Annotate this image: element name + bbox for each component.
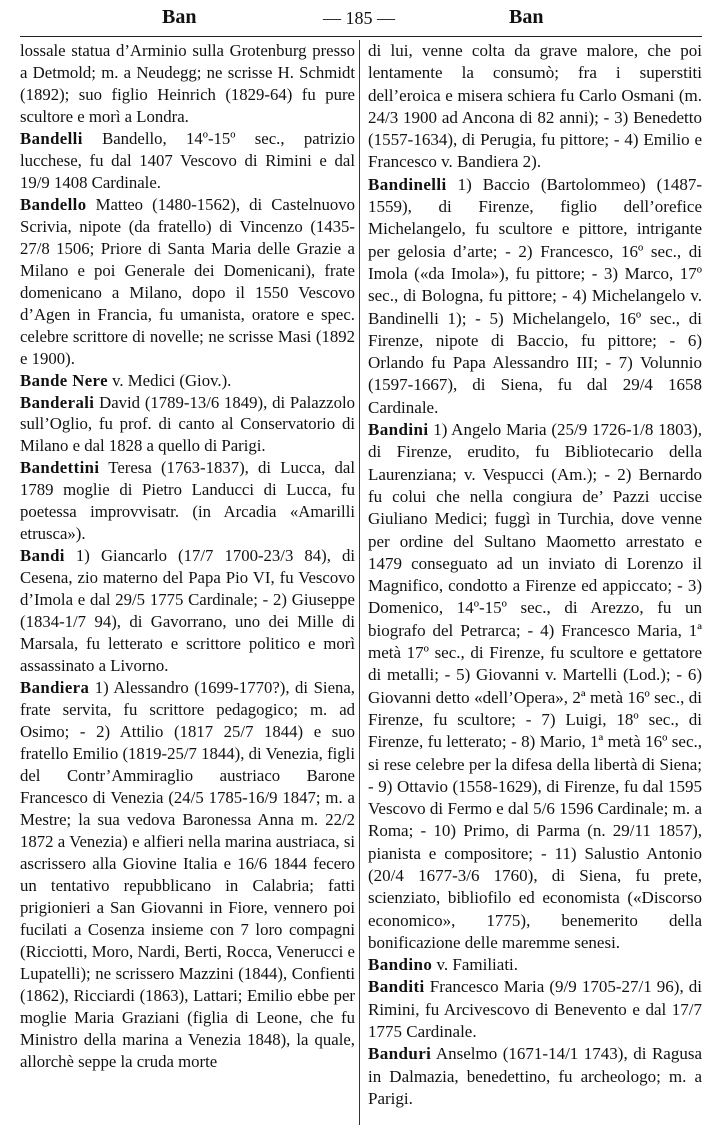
entry-text: 1) Alessandro (1699-1770?), di Siena, frate servita, fu scrittore pedagogico; m. ad Osimo; - 2) Attilio (1817 25/7 1844) e suo fratello Emilio (1819-25/7 1844), di Venezia, figli del Contr’Ammiraglio austriaco Barone Francesco di Venezia (24/5 1785-16/9 1847; m. a Mestre; la sua vedova Baronessa Anna m. 22/2 1872 a Venezia) e alfieri nella marina austriaca, si ascrissero alla Giovine Italia e 16/6 1844 fecero un tentativo repubblicano in Calabria; fatti prigionieri a San Giovanni in Fiore, vennero poi fucilati a Cosenza insieme con 7 loro compagni (Ricciotti, Moro, Nardi, Berti, Rocca, Venerucci e Lupatelli); ne scrissero Mazzini (1844), Confienti (1862), Ricciardi (1863), Lattari; Emilio ebbe per moglie Maria Graziani (figlia di Leone, che fu Ministro della marina a Venezia 1848), la quale, allorchè seppe la cruda morte xyxy=(20,678,355,1071)
headword: Bandi xyxy=(20,546,65,566)
headword: Bandino xyxy=(368,955,433,975)
entry-bandini xyxy=(368,419,702,954)
entry-bandinelli xyxy=(368,174,702,419)
entry-text: Francesco Maria (9/9 1705-27/1 96), di Rimini, fu Arcivescovo di Benevento e dal 17/7 1775 Cardinale. xyxy=(368,977,702,1042)
entry-banderali xyxy=(20,392,355,458)
headword: Bandelli xyxy=(20,128,83,148)
headword: Banduri xyxy=(368,1044,432,1064)
headword: Bandinelli xyxy=(368,174,447,194)
entry-text: 1) Baccio (Bartolommeo) (1487-1559), di Firenze, figlio dell’orefice Michelangelo, fu scultore e pittore, intrigante per gelosia d’arte; - 2) Francesco, 16º sec., di Imola («da Imola»), fu pittore; - 3) Marco, 17º sec., di Bologna, fu pittore; - 4) Michelangelo v. Bandinelli 1); - 5) Michelangelo, 16º sec., di Firenze, nipote di Baccio, fu pittore; - 6) Orlando fu Papa Alessandro III; - 7) Volunnio (1597-1667), di Siena, fu dal 29/4 1658 Cardinale. xyxy=(368,174,702,417)
entry-text: Anselmo (1671-14/1 1743), di Ragusa in Dalmazia, benedettino, fu archeologo; m. a Parigi. xyxy=(368,1044,703,1108)
entry-bandelli xyxy=(20,128,355,194)
left-column xyxy=(20,40,355,1073)
headword: Bandiera xyxy=(20,678,90,698)
headword: Bandini xyxy=(368,420,429,440)
entry-text: lossale statua d’Arminio sulla Grotenburg presso a Detmold; m. a Neudegg; ne scrisse H. Schmidt (1892); suo figlio Heinrich (1829-64) fu pure scultore e morì a Londra. xyxy=(20,41,355,126)
entry-continuation xyxy=(20,40,355,128)
right-column xyxy=(368,40,702,1110)
entry-bande-nere xyxy=(20,370,355,392)
entry-banditi xyxy=(368,976,702,1043)
entry-bandello xyxy=(20,194,355,370)
entry-text: 1) Giancarlo (17/7 1700-23/3 84), di Cesena, zio materno del Papa Pio VI, fu Vescovo d’Imola e dal 29/5 1775 Cardinale; - 2) Giuseppe (1834-1/7 94), di Gavorrano, uno dei Mille di Marsala, fu letterato e scrittore politico e morì assassinato a Livorno. xyxy=(20,546,356,676)
entry-text: David (1789-13/6 1849), di Palazzolo sull’Oglio, fu prof. di canto al Conservatorio di Milano e dal 1828 a quello di Parigi. xyxy=(20,392,355,456)
column-divider xyxy=(359,40,360,1125)
entry-text: v. Familiati. xyxy=(436,955,519,975)
running-head xyxy=(0,4,718,38)
header-rule xyxy=(20,36,702,37)
entry-bandi xyxy=(20,545,355,677)
headword: Bandello xyxy=(20,194,87,214)
page-number: — 185 — xyxy=(323,8,395,28)
entry-text: Teresa (1763-1837), di Lucca, dal 1789 moglie di Pietro Landucci di Lucca, fu poetessa improvvisatr. (in Arcadia «Amarilli etrusca»). xyxy=(20,458,355,544)
entry-bandettini xyxy=(20,457,355,545)
entry-banduri xyxy=(368,1043,702,1110)
entry-bandiera xyxy=(20,677,355,1072)
headword: Bandettini xyxy=(20,458,100,478)
headword: Banderali xyxy=(20,392,95,412)
entry-text: di lui, venne colta da grave malore, che poi lentamente la consumò; fra i superstiti dell’eroica e misera schiera fu Carlo Osmani (m. 24/3 1900 ad Ancona di 82 anni); - 3) Benedetto (1557-1634), di Perugia, fu pittore; - 4) Emilio e Francesco v. Bandiera 2). xyxy=(368,41,702,172)
entry-bandino xyxy=(368,954,702,976)
running-head-left: Ban xyxy=(162,6,197,28)
entry-text: Bandello, 14º-15º sec., patrizio lucchese, fu dal 1407 Vescovo di Rimini e dal 19/9 1408 Cardinale. xyxy=(20,128,356,192)
headword: Bande Nere xyxy=(20,370,108,390)
headword: Banditi xyxy=(368,977,425,997)
entry-continuation xyxy=(368,40,702,174)
entry-text: v. Medici (Giov.). xyxy=(112,370,232,390)
entry-text: 1) Angelo Maria (25/9 1726-1/8 1803), di Firenze, erudito, fu Bibliotecario della Laurenziana; v. Vespucci (Am.); - 2) Bernardo fu colui che nella congiura de’ Pazzi uccise Giuliano Medici; fuggì in Turchia, dove venne per ordine del Sultano Maometto arrestato e 1479 conseguato ad un inviato di Lorenzo il Magnifico, condotto a Firenze ed appiccato; - 3) Domenico, 14º-15º sec., di Arezzo, fu un biografo del Petrarca; - 4) Francesco Maria, 1ª metà 17º sec., di Firenze, fu scultore e gettatore di metalli; - 5) Giovanni v. Martelli (Lod.); - 6) Giovanni detto «dell’Opera», 2ª metà 16º sec., di Firenze, fu scultore; - 7) Luigi, 18º sec., di Firenze, fu letterato; - 8) Mario, 1ª metà 16º sec., si rese celebre per la difesa della libertà di Siena; - 9) Ottavio (1558-1629), di Firenze, fu dal 1595 Vescovo di Fermo e dal 5/6 1596 Cardinale; m. a Roma; - 10) Primo, di Parma (n. 29/11 1857), pianista e compositore; - 11) Salustio Antonio (20/4 1677-3/6 1760), di Siena, fu prete, scienziato, bibliofilo ed economista («Discorso economico», 1775), benemerito della bonificazione delle maremme senesi. xyxy=(368,420,702,952)
running-head-right: Ban xyxy=(509,6,544,28)
entry-text: Matteo (1480-1562), di Castelnuovo Scrivia, nipote (da fratello) di Vincenzo (1435-27/8 1506; Priore di Santa Maria delle Grazie a Milano e poi Generale dei Domenicani), frate domenicano a Milano, dopo il 1550 Vescovo d’Agen in Francia, fu umanista, oratore e spec. celebre scrittore di novelle; ne scrisse Masi (1892 e 1900). xyxy=(20,194,355,368)
